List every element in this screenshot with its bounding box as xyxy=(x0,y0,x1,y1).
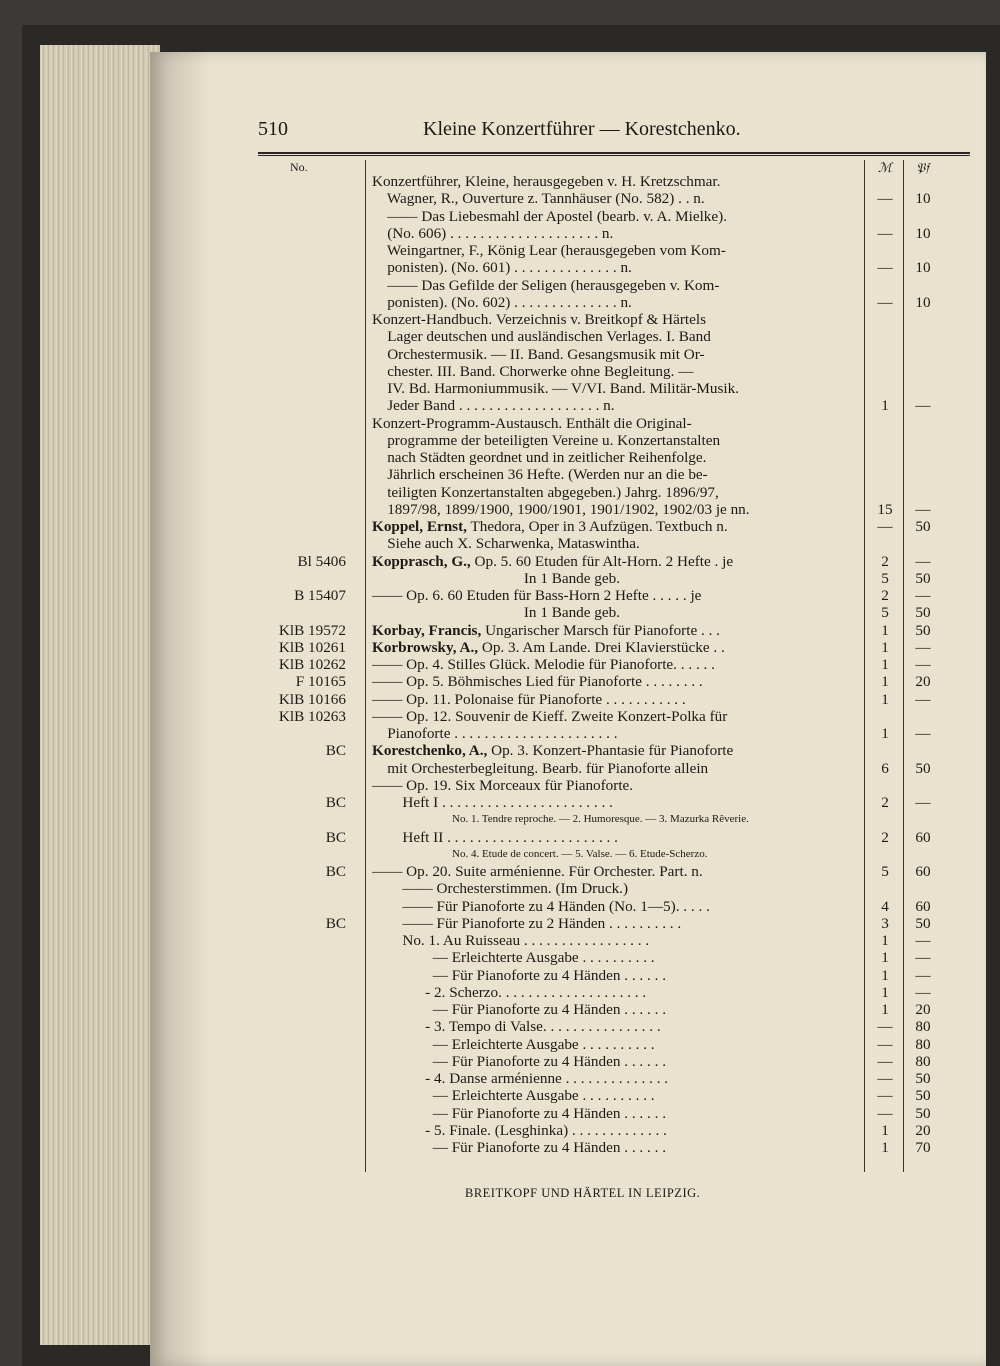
price-pf: — xyxy=(915,638,931,656)
row-text: —— Op. 5. Böhmisches Lied für Pianoforte . . . . . . . . xyxy=(372,673,703,691)
row-text: Lager deutschen und ausländischen Verlages. I. Band xyxy=(372,328,711,346)
column-header-pf: 𝔓𝔣 xyxy=(916,160,930,175)
price-mark: — xyxy=(877,259,893,277)
price-mark: 15 xyxy=(877,500,893,518)
row-text: - 4. Danse arménienne . . . . . . . . . . . . . . xyxy=(372,1070,669,1087)
price-pf: 80 xyxy=(915,1035,931,1053)
listing-row xyxy=(0,742,1000,759)
listing-row xyxy=(0,622,1000,639)
row-text: - 2. Scherzo. . . . . . . . . . . . . . . . . . . . xyxy=(372,983,647,1001)
price-mark: 1 xyxy=(881,656,889,673)
row-number: BC xyxy=(325,914,346,932)
row-text: Korestchenko, A., Op. 3. Konzert-Phantasie für Pianoforte xyxy=(372,742,734,760)
price-pf: — xyxy=(915,794,931,811)
header-rule xyxy=(258,152,970,154)
price-pf: 70 xyxy=(915,1139,931,1156)
price-pf: 50 xyxy=(915,1104,931,1122)
listing-row xyxy=(0,949,1000,966)
row-text: —— Op. 11. Polonaise für Pianoforte . . . . . . . . . . . xyxy=(372,690,686,708)
row-text: Konzertführer, Kleine, herausgegeben v. H. Kretzschmar. xyxy=(372,173,721,190)
price-mark: 1 xyxy=(881,638,889,656)
listing-row xyxy=(0,1105,1000,1122)
price-mark: — xyxy=(877,224,893,242)
listing-row xyxy=(0,725,1000,742)
row-text: Jeder Band . . . . . . . . . . . . . . . . . . . n. xyxy=(372,397,615,415)
row-text: In 1 Bande geb. xyxy=(372,604,621,622)
price-mark: — xyxy=(877,518,893,535)
row-text: Konzert-Programm-Austausch. Enthält die Original- xyxy=(372,414,692,432)
price-pf: 50 xyxy=(915,621,931,639)
listing-row xyxy=(0,846,1000,863)
row-text: — Für Pianoforte zu 4 Händen . . . . . . xyxy=(372,1104,667,1122)
row-text: Wagner, R., Ouverture z. Tannhäuser (No. 582) . . n. xyxy=(372,190,705,208)
price-pf: — xyxy=(915,552,931,570)
price-mark: 1 xyxy=(881,673,889,691)
row-text: — Für Pianoforte zu 4 Händen . . . . . . xyxy=(372,1052,667,1070)
price-mark: — xyxy=(877,1070,893,1087)
listing-row xyxy=(0,673,1000,690)
row-number: KlB 10261 xyxy=(278,638,346,656)
price-mark: 1 xyxy=(881,621,889,639)
row-text: —— Orchesterstimmen. (Im Druck.) xyxy=(372,880,629,898)
listing-row xyxy=(0,432,1000,449)
price-mark: — xyxy=(877,1052,893,1070)
price-pf: — xyxy=(915,500,931,518)
row-text: — Für Pianoforte zu 4 Händen . . . . . . xyxy=(372,1001,667,1018)
listing-row xyxy=(0,777,1000,794)
column-header-no: No. xyxy=(290,160,308,174)
row-number: KlB 10263 xyxy=(278,707,346,725)
row-text: (No. 606) . . . . . . . . . . . . . . . . . . . . n. xyxy=(372,224,614,242)
listing-row xyxy=(0,829,1000,846)
listing-row xyxy=(0,363,1000,380)
price-pf: — xyxy=(915,966,931,984)
price-pf: 50 xyxy=(915,1087,931,1105)
row-text: Weingartner, F., König Lear (herausgegeben vom Kom- xyxy=(372,242,726,259)
price-mark: — xyxy=(877,1035,893,1053)
row-text: IV. Bd. Harmoniummusik. — V/VI. Band. Militär-Musik. xyxy=(372,380,740,397)
listing-row xyxy=(0,604,1000,621)
price-pf: — xyxy=(915,587,931,604)
listing-row xyxy=(0,587,1000,604)
row-text: Heft II . . . . . . . . . . . . . . . . . . . . . . . xyxy=(372,828,618,846)
listing-row xyxy=(0,1053,1000,1070)
price-pf: 20 xyxy=(915,673,931,691)
price-mark: — xyxy=(877,1087,893,1105)
price-pf: — xyxy=(915,725,931,742)
listing-row xyxy=(0,208,1000,225)
row-text: In 1 Bande geb. xyxy=(372,569,621,587)
listing-row xyxy=(0,1018,1000,1035)
row-text: mit Orchesterbegleitung. Bearb. für Pianoforte allein xyxy=(372,759,709,777)
row-text: — Erleichterte Ausgabe . . . . . . . . . . xyxy=(372,1087,655,1105)
price-pf: 50 xyxy=(915,569,931,587)
row-number: BC xyxy=(325,794,346,811)
row-text: - 5. Finale. (Lesghinka) . . . . . . . . . . . . . xyxy=(372,1121,667,1139)
listing-row xyxy=(0,691,1000,708)
listing-row xyxy=(0,553,1000,570)
price-mark: 5 xyxy=(881,569,889,587)
listing-row xyxy=(0,811,1000,828)
listing-row xyxy=(0,708,1000,725)
price-pf: 60 xyxy=(915,863,931,880)
listing-row xyxy=(0,656,1000,673)
price-pf: — xyxy=(915,949,931,967)
listing-row xyxy=(0,466,1000,483)
listing-row xyxy=(0,484,1000,501)
price-pf: — xyxy=(915,397,931,415)
listing-row xyxy=(0,501,1000,518)
row-text: —— Op. 19. Six Morceaux für Pianoforte. xyxy=(372,776,634,794)
row-text: Jährlich erscheinen 36 Hefte. (Werden nur an die be- xyxy=(372,466,708,484)
price-mark: 1 xyxy=(881,966,889,984)
row-text: —— Das Gefilde der Seligen (herausgegeben v. Kom- xyxy=(372,276,720,294)
price-mark: 1 xyxy=(881,1139,889,1156)
price-mark: — xyxy=(877,1018,893,1036)
price-mark: 1 xyxy=(881,1121,889,1139)
price-pf: 80 xyxy=(915,1018,931,1036)
row-text: nach Städten geordnet und in zeitlicher Reihenfolge. xyxy=(372,449,707,466)
listing-row xyxy=(0,346,1000,363)
row-text: Korbrowsky, A., Op. 3. Am Lande. Drei Klavierstücke . . xyxy=(372,638,725,656)
listing-row xyxy=(0,898,1000,915)
row-text: — Erleichterte Ausgabe . . . . . . . . . . xyxy=(372,1035,655,1053)
listing-row xyxy=(0,1070,1000,1087)
price-pf: 80 xyxy=(915,1052,931,1070)
column-header-mark: ℳ xyxy=(878,160,892,175)
row-text: No. 1. Tendre reproche. — 2. Humoresque. — 3. Mazurka Rêverie. xyxy=(452,813,749,826)
price-mark: 1 xyxy=(881,397,889,415)
price-pf: 50 xyxy=(915,518,931,535)
price-mark: 1 xyxy=(881,725,889,742)
row-text: —— Op. 4. Stilles Glück. Melodie für Pianoforte. . . . . . xyxy=(372,656,715,673)
row-text: No. 1. Au Ruisseau . . . . . . . . . . . . . . . . . xyxy=(372,932,650,949)
header-rule-thin xyxy=(258,155,970,156)
row-text: Koppel, Ernst, Thedora, Oper in 3 Aufzügen. Textbuch n. xyxy=(372,518,728,535)
row-number: Bl 5406 xyxy=(297,552,346,570)
row-text: — Für Pianoforte zu 4 Händen . . . . . . xyxy=(372,1139,667,1156)
row-number: BC xyxy=(325,828,346,846)
listing-row xyxy=(0,259,1000,276)
row-text: — Erleichterte Ausgabe . . . . . . . . . . xyxy=(372,949,655,967)
listing-row xyxy=(0,1139,1000,1156)
row-number: B 15407 xyxy=(294,587,346,604)
row-number: BC xyxy=(325,742,346,760)
listing-row xyxy=(0,915,1000,932)
row-text: — Für Pianoforte zu 4 Händen . . . . . . xyxy=(372,966,667,984)
listing-row xyxy=(0,380,1000,397)
price-mark: 6 xyxy=(881,759,889,777)
listing-row xyxy=(0,294,1000,311)
price-mark: 1 xyxy=(881,1001,889,1018)
listing-row xyxy=(0,863,1000,880)
price-pf: — xyxy=(915,983,931,1001)
row-text: Kopprasch, G., Op. 5. 60 Etuden für Alt-Horn. 2 Hefte . je xyxy=(372,552,734,570)
row-number: F 10165 xyxy=(295,673,346,691)
price-pf: 60 xyxy=(915,897,931,915)
price-pf: 10 xyxy=(915,190,931,208)
row-text: Konzert-Handbuch. Verzeichnis v. Breitkopf & Härtels xyxy=(372,311,707,328)
price-mark: 5 xyxy=(881,863,889,880)
row-text: Siehe auch X. Scharwenka, Mataswintha. xyxy=(372,535,640,553)
running-title: Kleine Konzertführer — Korestchenko. xyxy=(423,118,741,140)
listing-row xyxy=(0,760,1000,777)
row-text: —— Für Pianoforte zu 4 Händen (No. 1—5). . . . . xyxy=(372,897,710,915)
price-pf: — xyxy=(915,656,931,673)
price-mark: 2 xyxy=(881,794,889,811)
listing-row xyxy=(0,328,1000,345)
row-text: —— Für Pianoforte zu 2 Händen . . . . . . . . . . xyxy=(372,914,682,932)
price-pf: 50 xyxy=(915,759,931,777)
price-mark: — xyxy=(877,293,893,311)
price-pf: 50 xyxy=(915,604,931,622)
row-text: —— Das Liebesmahl der Apostel (bearb. v. A. Mielke). xyxy=(372,207,727,225)
row-text: ponisten). (No. 601) . . . . . . . . . . . . . . n. xyxy=(372,259,632,277)
price-pf: — xyxy=(915,690,931,708)
price-pf: 10 xyxy=(915,224,931,242)
listing-row xyxy=(0,1087,1000,1104)
listing-row xyxy=(0,449,1000,466)
row-text: chester. III. Band. Chorwerke ohne Begleitung. — xyxy=(372,362,694,380)
row-number: BC xyxy=(325,863,346,880)
price-mark: — xyxy=(877,1104,893,1122)
price-mark: 2 xyxy=(881,552,889,570)
row-text: Orchestermusik. — II. Band. Gesangsmusik mit Or- xyxy=(372,345,705,363)
row-text: programme der beteiligten Vereine u. Konzertanstalten xyxy=(372,431,721,449)
row-number: KlB 10262 xyxy=(278,656,346,673)
listing-row xyxy=(0,984,1000,1001)
listing-row xyxy=(0,190,1000,207)
page-number: 510 xyxy=(258,118,288,140)
listing-row xyxy=(0,173,1000,190)
row-number: KlB 19572 xyxy=(278,621,346,639)
row-text: No. 4. Etude de concert. — 5. Valse. — 6. Etude-Scherzo. xyxy=(452,847,708,860)
price-pf: 10 xyxy=(915,259,931,277)
price-mark: 1 xyxy=(881,949,889,967)
listing-row xyxy=(0,415,1000,432)
listing-row xyxy=(0,1122,1000,1139)
listing-row xyxy=(0,242,1000,259)
row-text: Pianoforte . . . . . . . . . . . . . . . . . . . . . . xyxy=(372,725,618,742)
price-pf: 50 xyxy=(915,914,931,932)
price-mark: 4 xyxy=(881,897,889,915)
price-pf: 60 xyxy=(915,828,931,846)
price-pf: 20 xyxy=(915,1001,931,1018)
listing-row xyxy=(0,225,1000,242)
price-pf: — xyxy=(915,932,931,949)
row-text: Heft I . . . . . . . . . . . . . . . . . . . . . . . xyxy=(372,794,613,811)
listing-row xyxy=(0,880,1000,897)
listing-row xyxy=(0,967,1000,984)
price-mark: 5 xyxy=(881,604,889,622)
price-pf: 20 xyxy=(915,1121,931,1139)
price-mark: 1 xyxy=(881,983,889,1001)
publisher-footer: BREITKOPF UND HÄRTEL IN LEIPZIG. xyxy=(465,1186,701,1200)
listing-row xyxy=(0,1001,1000,1018)
row-number: KlB 10166 xyxy=(278,690,346,708)
listing-row xyxy=(0,1036,1000,1053)
price-mark: 3 xyxy=(881,914,889,932)
listing-row xyxy=(0,932,1000,949)
listing-row xyxy=(0,518,1000,535)
listing-row xyxy=(0,535,1000,552)
price-pf: 50 xyxy=(915,1070,931,1087)
price-mark: 1 xyxy=(881,932,889,949)
row-text: - 3. Tempo di Valse. . . . . . . . . . . . . . . . xyxy=(372,1018,661,1036)
row-text: ponisten). (No. 602) . . . . . . . . . . . . . . n. xyxy=(372,293,632,311)
row-text: —— Op. 6. 60 Etuden für Bass-Horn 2 Hefte . . . . . je xyxy=(372,587,702,604)
listing-row xyxy=(0,570,1000,587)
price-mark: — xyxy=(877,190,893,208)
price-pf: 10 xyxy=(915,293,931,311)
listing-row xyxy=(0,794,1000,811)
listing-row xyxy=(0,277,1000,294)
listing-row xyxy=(0,311,1000,328)
row-text: teiligten Konzertanstalten abgegeben.) Jahrg. 1896/97, xyxy=(372,483,719,501)
price-mark: 2 xyxy=(881,828,889,846)
row-text: —— Op. 20. Suite arménienne. Für Orchester. Part. n. xyxy=(372,863,703,880)
row-text: Korbay, Francis, Ungarischer Marsch für Pianoforte . . . xyxy=(372,621,720,639)
row-text: —— Op. 12. Souvenir de Kieff. Zweite Konzert-Polka für xyxy=(372,707,728,725)
row-text: 1897/98, 1899/1900, 1900/1901, 1901/1902, 1902/03 je nn. xyxy=(372,500,750,518)
price-mark: 1 xyxy=(881,690,889,708)
listing-row xyxy=(0,397,1000,414)
price-mark: 2 xyxy=(881,587,889,604)
listing-row xyxy=(0,639,1000,656)
